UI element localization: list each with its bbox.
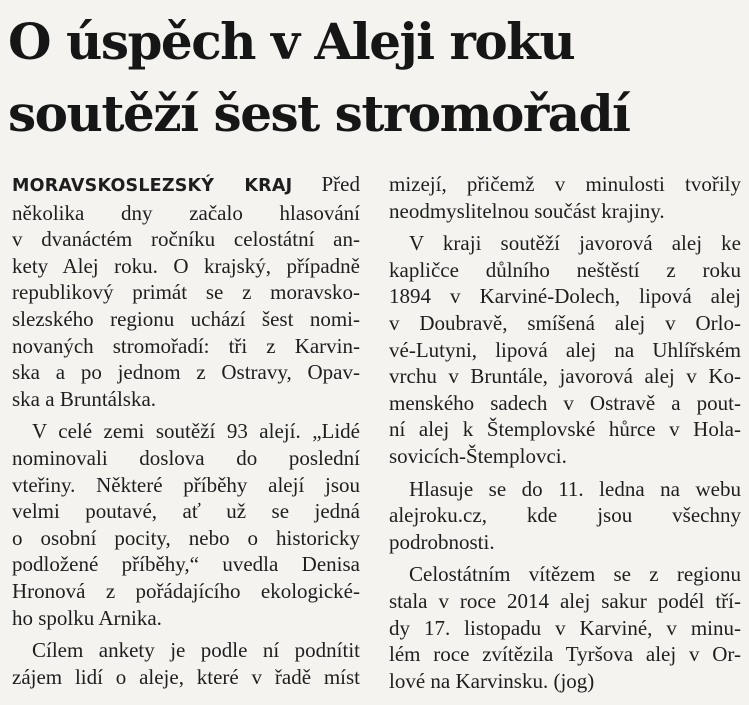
text-line: ska a Bruntálska. bbox=[12, 386, 157, 411]
text-line: zájem lidí o aleje, které v řadě míst bbox=[12, 664, 360, 689]
text-line: republikový primát se z moravsko- bbox=[12, 280, 360, 305]
text-line: sovicích-Štemplovci. bbox=[389, 443, 567, 468]
text-line: v Doubravě, smíšená alej v Orlo- bbox=[389, 310, 741, 335]
text-line: o osobní pocity, nebo o historicky bbox=[12, 525, 360, 550]
text-line: mizejí, přičemž v minulosti tvořily bbox=[389, 172, 741, 196]
text-line: novaných stromořadí: tři z Karvin- bbox=[12, 333, 360, 358]
text-line: menského sadech v Ostravě a pout- bbox=[389, 390, 741, 415]
text-line: ska a po jednom z Ostravy, Opav- bbox=[12, 360, 360, 385]
text-line: slezského regionu uchází šest nomi- bbox=[12, 306, 360, 331]
text-line: nominovali doslova do poslední bbox=[12, 445, 360, 470]
paragraph bbox=[12, 418, 360, 631]
text-line: vrchu v Bruntále, javorová alej v Ko- bbox=[389, 364, 741, 389]
text-fragment: Před bbox=[292, 172, 360, 196]
text-line: alejroku.cz, kde jsou všechny bbox=[389, 503, 741, 528]
article-headline bbox=[8, 6, 743, 150]
text-line: V celé zemi soutěží 93 alejí. „Lidé bbox=[32, 419, 360, 444]
paragraph bbox=[12, 171, 360, 412]
paragraph bbox=[389, 171, 741, 224]
text-line: Celostátním vítězem se z regionu bbox=[409, 562, 741, 587]
text-line: 1894 v Karviné-Dolech, lipová alej bbox=[389, 284, 741, 309]
text-line: lém roce zvítězila Tyršova alej v Or- bbox=[389, 642, 741, 667]
text-line: v dvanáctém ročníku celostátní an- bbox=[12, 227, 360, 252]
text-line: ho spolku Arnika. bbox=[12, 605, 162, 630]
text-line: kapličce důlního neštěstí z roku bbox=[389, 257, 741, 282]
text-line: podrobnosti. bbox=[389, 529, 495, 554]
paragraph bbox=[12, 637, 360, 690]
text-line: několika dny začalo hlasování bbox=[12, 200, 360, 225]
text-line: vé-Lutyni, lipová alej na Uhlířském bbox=[389, 337, 741, 362]
text-line: velmi poutavé, ať už se jedná bbox=[12, 499, 360, 524]
text-line bbox=[12, 171, 360, 200]
text-line: Hronová z pořádajícího ekologické- bbox=[12, 578, 360, 603]
text-line: lové na Karvinsku. (jog) bbox=[389, 668, 595, 693]
article-column-right bbox=[389, 171, 741, 694]
text-line: Cílem ankety je podle ní podnítit bbox=[32, 638, 360, 663]
text-line: vteřiny. Některé příběhy alejí jsou bbox=[12, 472, 360, 497]
text-line: ní alej k Štemplovské hůrce v Hola- bbox=[389, 417, 741, 442]
article-column-left bbox=[12, 171, 360, 690]
paragraph bbox=[389, 561, 741, 694]
paragraph bbox=[389, 230, 741, 469]
paragraph bbox=[389, 476, 741, 556]
text-line: podložené příběhy,“ uvedla Denisa bbox=[12, 552, 360, 577]
text-line: Hlasuje se do 11. ledna na webu bbox=[409, 476, 741, 501]
location-kicker: MORAVSKOSLEZSKÝ KRAJ bbox=[12, 176, 293, 196]
text-line: dy 17. listopadu v Karviné, v minu- bbox=[389, 615, 741, 640]
text-line: kety Alej roku. O krajský, případně bbox=[12, 253, 360, 278]
text-line: V kraji soutěží javorová alej ke bbox=[409, 231, 741, 256]
headline-line: soutěží šest stromořadí bbox=[8, 84, 630, 143]
text-line: stala v roce 2014 alej sakur podél tří- bbox=[389, 588, 741, 613]
headline-line: O úspěch v Aleji roku bbox=[8, 12, 575, 71]
text-line: neodmyslitelnou součást krajiny. bbox=[389, 198, 665, 223]
